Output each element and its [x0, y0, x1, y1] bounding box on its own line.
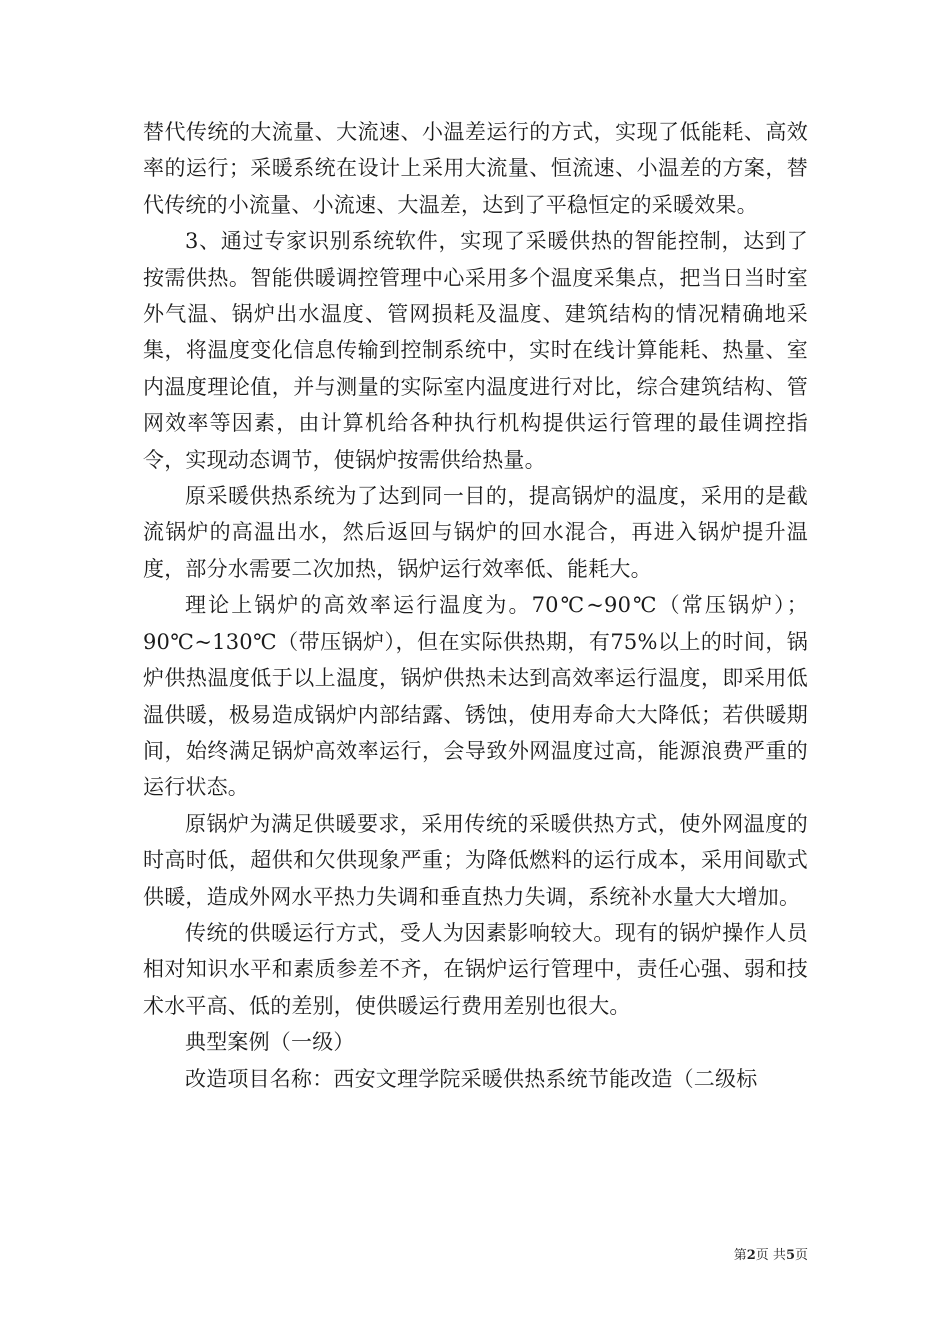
paragraph-6: 传统的供暖运行方式，受人为因素影响较大。现有的锅炉操作人员相对知识水平和素质参差不齐，在锅炉运行管理中，责任心强、弱和技术水平高、低的差别，使供暖运行费用差别也很大。 [143, 920, 808, 1018]
section-heading: 典型案例（一级） [185, 1030, 355, 1055]
paragraph-3: 原采暖供热系统为了达到同一目的，提高锅炉的温度，采用的是截流锅炉的高温出水，然后返回与锅炉的回水混合，再进入锅炉提升温度，部分水需要二次加热，锅炉运行效率低、能耗大。 [143, 484, 808, 581]
paragraph-2: 3、通过专家识别系统软件，实现了采暖供热的智能控制，达到了按需供热。智能供暖调控管理中心采用多个温度采集点，把当日当时室外气温、锅炉出水温度、管网损耗及温度、建筑结构的情况精确地采集，将温度变化信息传输到控制系统中，实时在线计算能耗、热量、室内温度理论值，并与测量的实际室内温度进行对比，综合建筑结构、管网效率等因素，由计算机给各种执行机构提供运行管理的最佳调控指令，实现动态调节，使锅炉按需供给热量。 [143, 229, 808, 472]
paragraph-1: 替代传统的大流量、大流速、小温差运行的方式，实现了低能耗、高效率的运行；采暖系统在设计上采用大流量、恒流速、小温差的方案，替代传统的小流量、小流速、大温差，达到了平稳恒定的采暖效果。 [143, 120, 808, 217]
paragraph-5: 原锅炉为满足供暖要求，采用传统的采暖供热方式，使外网温度的时高时低，超供和欠供现象严重；为降低燃料的运行成本，采用间歇式供暖，造成外网水平热力失调和垂直热力失调，系统补水量大大增加。 [143, 811, 808, 909]
paragraph-8: 改造项目名称：西安文理学院采暖供热系统节能改造（二级标 [185, 1066, 758, 1091]
total-page-number: 5 [785, 1248, 795, 1263]
footer-middle: 页 共 [755, 1248, 786, 1263]
page-footer [734, 1244, 808, 1263]
footer-suffix: 页 [794, 1248, 808, 1263]
paragraph-4: 理论上锅炉的高效率运行温度为。70℃~90℃（常压锅炉）；90℃~130℃（带压锅炉），但在实际供热期，有75%以上的时间，锅炉供热温度低于以上温度，锅炉供热未达到高效率运行温度，即采用低温供暖，极易造成锅炉内部结露、锈蚀，使用寿命大大降低；若供暖期间，始终满足锅炉高效率运行，会导致外网温度过高，能源浪费严重的运行状态。 [143, 593, 808, 800]
body-text [143, 114, 808, 1097]
current-page-number: 2 [746, 1248, 756, 1263]
footer-prefix: 第 [733, 1248, 747, 1263]
